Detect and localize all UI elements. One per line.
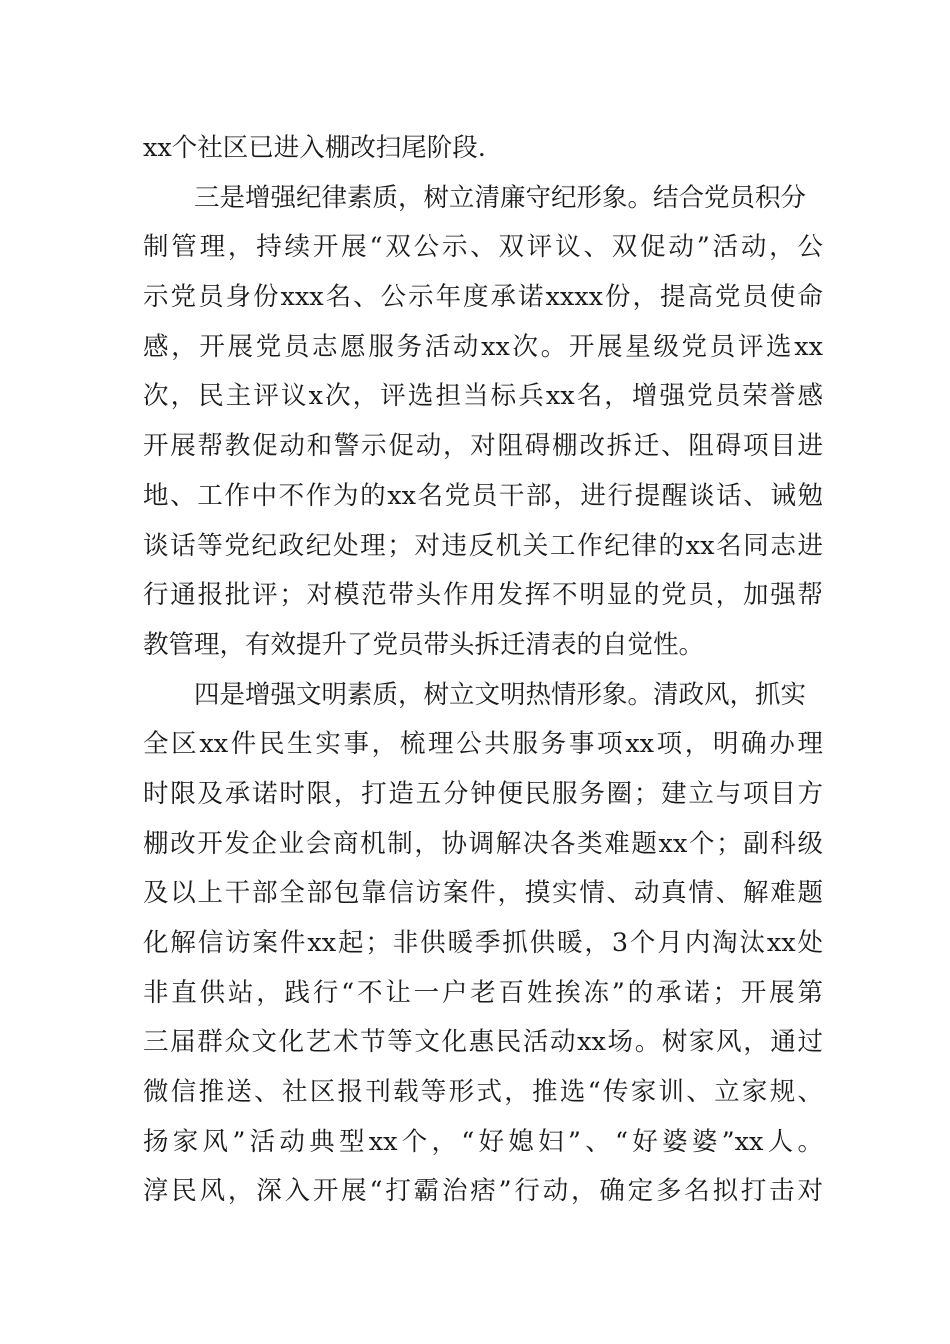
text-line: 扬家风”活动典型xx个，“好媳妇”、“好婆婆”xx人。 — [143, 1126, 823, 1157]
text-line: 非直供站，践行“不让一户老百姓挨冻”的承诺；开展第 — [143, 977, 823, 1008]
text-line: 制管理，持续开展“双公示、双评议、双促动”活动，公 — [143, 232, 823, 263]
text-line: 行通报批评；对模范带头作用发挥不明显的党员，加强帮 — [143, 580, 823, 611]
text-line: 全区xx件民生实事，梳理公共服务事项xx项，明确办理 — [143, 729, 823, 760]
text-line: 谈话等党纪政纪处理；对违反机关工作纪律的xx名同志进 — [143, 530, 823, 561]
text-line: 及以上干部全部包靠信访案件，摸实情、动真情、解难题 — [143, 878, 823, 909]
text-line: 开展帮教促动和警示促动，对阻碍棚改拆迁、阻碍项目进 — [143, 431, 823, 462]
text-line: 地、工作中不作为的xx名党员干部，进行提醒谈话、诫勉 — [143, 480, 823, 511]
paragraph-first-line: 三是增强纪律素质，树立清廉守纪形象。结合党员积分 — [194, 182, 807, 213]
text-line: 感，开展党员志愿服务活动xx次。开展星级党员评选xx — [143, 331, 823, 362]
text-line: 三届群众文化艺术节等文化惠民活动xx场。树家风，通过 — [143, 1027, 823, 1058]
paragraph-first-line: 四是增强文明素质，树立文明热情形象。清政风，抓实 — [194, 679, 807, 710]
text-line: 次，民主评议x次，评选担当标兵xx名，增强党员荣誉感 — [143, 381, 823, 412]
text-line: 时限及承诺时限，打造五分钟便民服务圈；建立与项目方 — [143, 778, 823, 809]
text-line: 棚改开发企业会商机制，协调解决各类难题xx个；副科级 — [143, 828, 823, 859]
text-line: 示党员身份xxx名、公示年度承诺xxxx份，提高党员使命 — [143, 282, 823, 313]
text-line: 化解信访案件xx起；非供暖季抓供暖，3个月内淘汰xx处 — [143, 928, 823, 958]
body-text — [143, 124, 823, 1217]
text-line: 微信推送、社区报刊载等形式，推选“传家训、立家规、 — [143, 1077, 823, 1108]
text-line: 教管理，有效提升了党员带头拆迁清表的自觉性。 — [143, 629, 705, 660]
text-line: xx个社区已进入棚改扫尾阶段. — [143, 133, 486, 163]
text-line: 淳民风，深入开展“打霸治痞”行动，确定多名拟打击对 — [143, 1176, 823, 1207]
